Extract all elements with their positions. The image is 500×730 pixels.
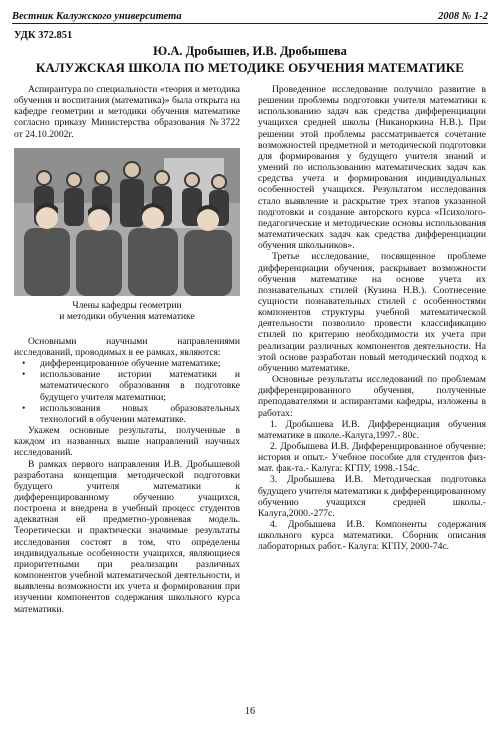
reference-item: 2. Дробышева И.В. Дифференцированное обучение: история и опыт.- Учебное пособие для студентов физ-мат. фак-та.- Калуга: КГПУ, 1998.-154с. bbox=[258, 441, 486, 475]
department-group-photo bbox=[14, 148, 240, 296]
results-intro: Укажем основные результаты, полученные в каждом из названных выше направлений научных исследований. bbox=[14, 425, 240, 459]
reference-item: 3. Дробышева И.В. Методическая подготовка будущего учителя математики к дифференцированному обучению учащихся средней школы.- Калуга,2000.-277с. bbox=[258, 474, 486, 519]
list-item: • использование истории математики и математического образования в подготовке будущего учителя математики; bbox=[14, 369, 240, 402]
reference-item: 1. Дробышева И.В. Дифференциация обучения математике в школе.-Калуга,1997.- 80с. bbox=[258, 418, 486, 441]
photo-caption-line-1: Члены кафедры геометрии bbox=[72, 299, 182, 311]
running-header bbox=[12, 6, 488, 24]
issue-number: 2008 № 1-2 bbox=[438, 11, 488, 22]
directions-intro: Основными научными направлениями исследований, проводимых в ее рамках, являются: bbox=[14, 335, 240, 358]
article-title: КАЛУЖСКАЯ ШКОЛА ПО МЕТОДИКЕ ОБУЧЕНИЯ МАТЕМАТИКЕ bbox=[35, 60, 465, 75]
summary-paragraph: Основные результаты исследований по проблемам дифференцированного обучения, полученные преподавателями и аспирантами кафедры, изложены в работах: bbox=[258, 374, 486, 419]
directions-list bbox=[14, 358, 240, 425]
list-item: • использования новых образовательных технологий в обучении математике. bbox=[14, 403, 240, 425]
second-study-paragraph: Проведенное исследование получило развитие в решении проблемы подготовки учителя математики к использованию задач как средства дифференциации учащихся средней школы (Никанoркина Н.В.). При решении этой проблемы рассматривается сочетание возможностей предметной и методической подготовки для формирования у будущего учителя знаний и умений по использованию математических задач как средства учета и формирования индивидуальных особенностей учащихся. Результатом исследования стало выявление и раскрытие трех этапов указанной подготовки и создание авторского курса «Психолого-педагогические и методические основы использования математических задач как средства дифференциации обучения школьников». bbox=[258, 84, 486, 252]
group-photo-illustration bbox=[14, 148, 240, 296]
right-column bbox=[258, 84, 486, 553]
article-authors: Ю.А. Дробышев, И.В. Дробышева bbox=[153, 44, 347, 58]
page-number: 16 bbox=[245, 706, 255, 717]
udk-code: УДК 372.851 bbox=[14, 30, 73, 41]
intro-paragraph: Аспирантура по специальности «теория и методика обучения и воспитания (математика)» была открыта на кафедре геометрии и методики обучения математике согласно приказу Министерства образования №3722 от 24.10.2002г. bbox=[14, 84, 240, 140]
third-study-paragraph: Третье исследование, посвященное проблеме дифференциации обучения, раскрывает возможности обучения математике на основе учета их познавательных стилей (Кузина Н.В.). Соотнесение сущности познавательных стилей с особенностями компонентов структуры учебной математической деятельности позволило провести классификацию стилей по критерию необходимости их учета при реализации различных компонентов деятельности. На этой основе разработан новый методический подход к обучению математике. bbox=[258, 251, 486, 374]
journal-name: Вестник Калужского университета bbox=[12, 11, 182, 22]
left-column bbox=[14, 84, 240, 615]
photo-caption-line-2: и методики обучения математике bbox=[59, 310, 195, 322]
reference-item: 4. Дробышева И.В. Компоненты содержания школьного курса математики. Сборник описания лабораторных работ.- Калуга: КГПУ, 2000-74с. bbox=[258, 519, 486, 553]
list-item: • дифференцированное обучение математике; bbox=[14, 358, 240, 369]
photo-caption bbox=[14, 300, 240, 322]
reference-list bbox=[258, 419, 486, 553]
first-direction-paragraph: В рамках первого направления И.В. Дробышевой разработана концепция методической подготовки будущего учителя математики к дифференцированному обучению учащихся, построена и внедрена в учебный процесс студентов адекватная ей предметно-уровневая модель. Теоретически и практически значимые результаты исследования состоят в том, что определены индивидуальные особенности учащихся, являющиеся приоритетными при реализации различных компонентов учебной математической деятельности, и выявлены возможности их учета и формирования при изучении компонентов содержания школьного курса математики. bbox=[14, 458, 240, 615]
